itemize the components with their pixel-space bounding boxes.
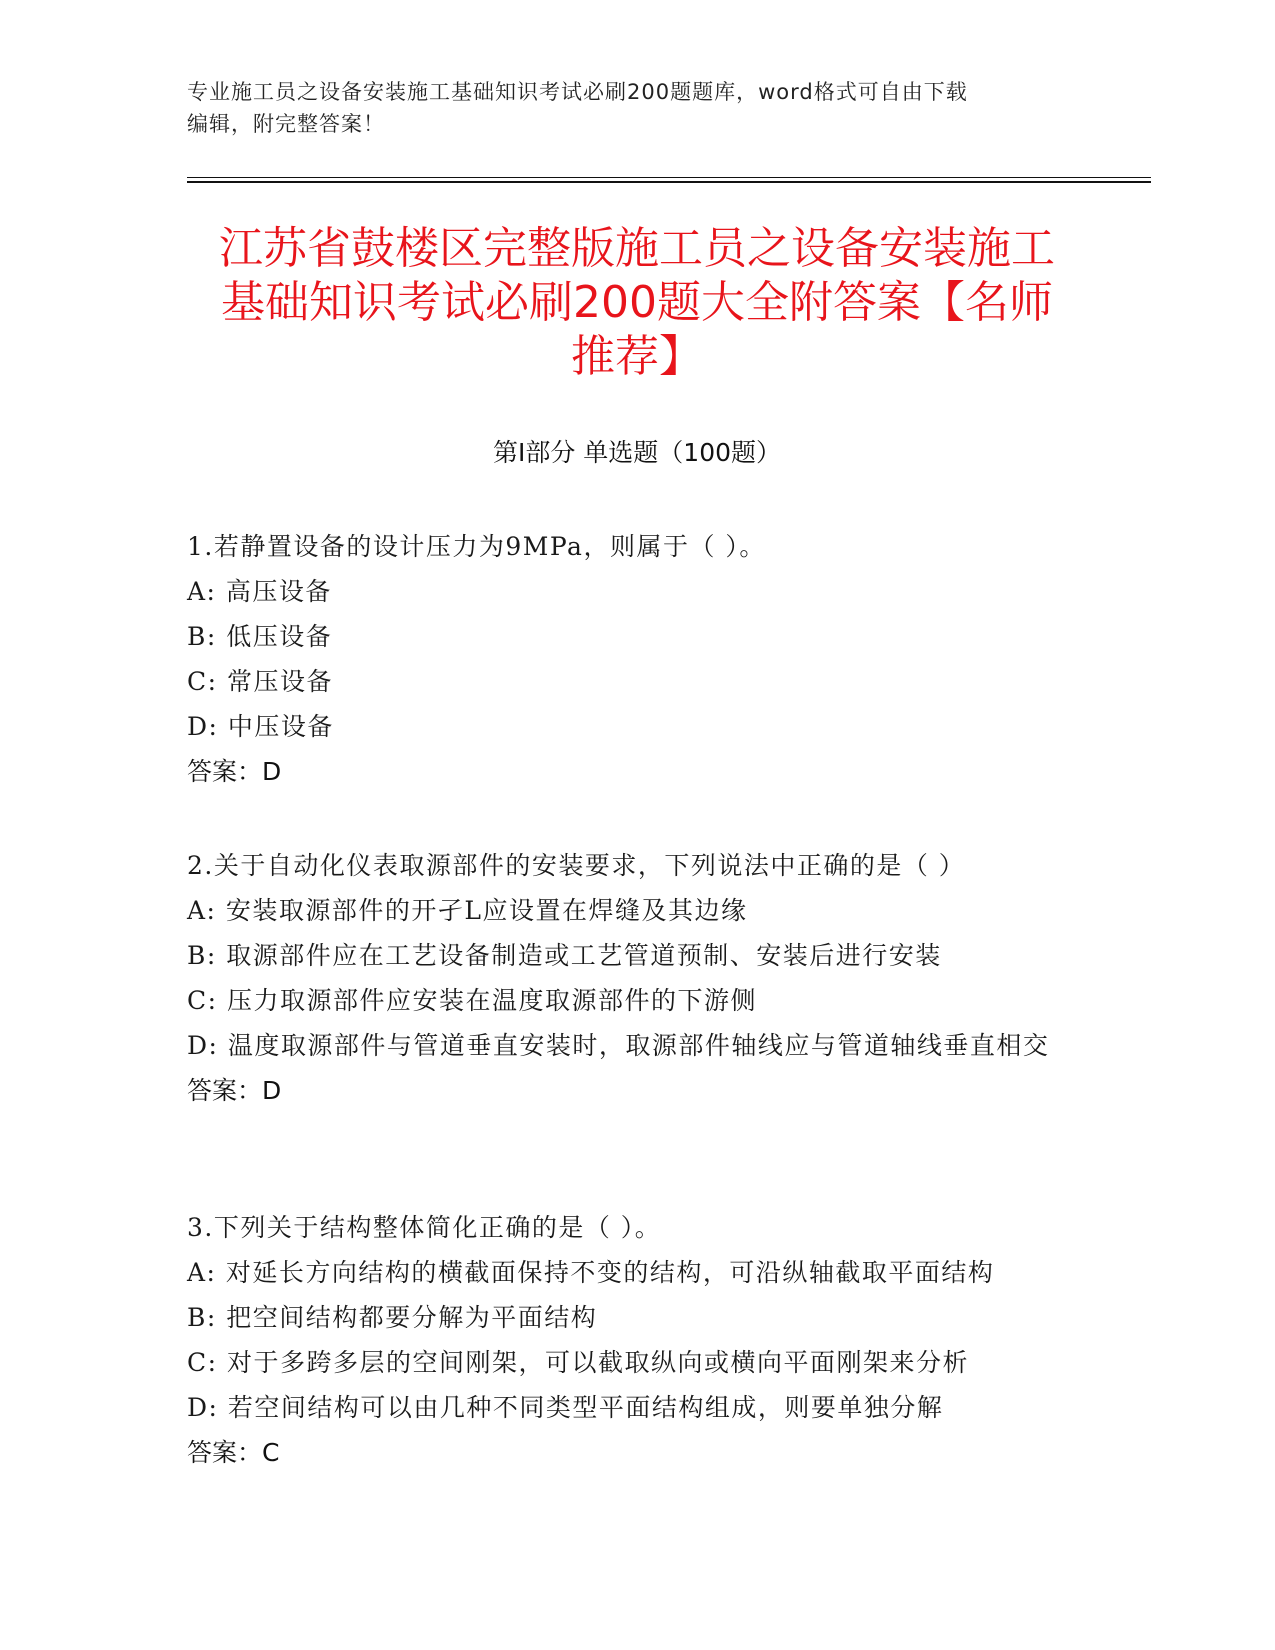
question-stem: 1.若静置设备的设计压力为9MPa，则属于（ ）。	[187, 532, 766, 561]
header-note-line-2: 编辑，附完整答案！	[187, 112, 385, 136]
option-a: A: 安装取源部件的开孑L应设置在焊缝及其边缘	[187, 896, 748, 925]
section-heading: 第I部分 单选题（100题）	[492, 438, 782, 467]
option-d: D: 若空间结构可以由几种不同类型平面结构组成，则要单独分解	[187, 1393, 944, 1422]
question-3	[187, 1205, 1087, 1475]
document-title	[187, 222, 1087, 384]
option-c: C: 压力取源部件应安装在温度取源部件的下游侧	[187, 986, 757, 1015]
option-a: A: 高压设备	[187, 577, 332, 606]
option-b: B: 取源部件应在工艺设备制造或工艺管道预制、安装后进行安装	[187, 941, 942, 970]
header-note	[187, 76, 1087, 140]
document-title-line-3: 推荐】	[571, 331, 703, 382]
option-d: D: 中压设备	[187, 712, 334, 741]
document-title-line-1: 江苏省鼓楼区完整版施工员之设备安装施工	[219, 223, 1055, 274]
option-d: D: 温度取源部件与管道垂直安装时，取源部件轴线应与管道轴线垂直相交	[187, 1031, 1050, 1060]
question-2	[187, 843, 1087, 1113]
option-c: C: 对于多跨多层的空间刚架，可以截取纵向或横向平面刚架来分析	[187, 1348, 970, 1377]
answer: 答案：D	[187, 1076, 282, 1105]
option-b: B: 把空间结构都要分解为平面结构	[187, 1303, 598, 1332]
option-c: C: 常压设备	[187, 667, 333, 696]
header-divider-thin	[187, 177, 1151, 178]
header-divider-thick	[187, 181, 1151, 183]
question-stem: 3.下列关于结构整体简化正确的是（ ）。	[187, 1213, 662, 1242]
answer: 答案：D	[187, 757, 282, 786]
document-title-line-2: 基础知识考试必刷200题大全附答案【名师	[221, 277, 1053, 328]
answer: 答案：C	[187, 1438, 280, 1467]
question-1	[187, 524, 1087, 794]
option-a: A: 对延长方向结构的横截面保持不变的结构，可沿纵轴截取平面结构	[187, 1258, 995, 1287]
question-stem: 2.关于自动化仪表取源部件的安装要求，下列说法中正确的是（ ）	[187, 851, 966, 880]
header-note-line-1: 专业施工员之设备安装施工基础知识考试必刷200题题库，word格式可自由下载	[187, 80, 968, 104]
option-b: B: 低压设备	[187, 622, 333, 651]
